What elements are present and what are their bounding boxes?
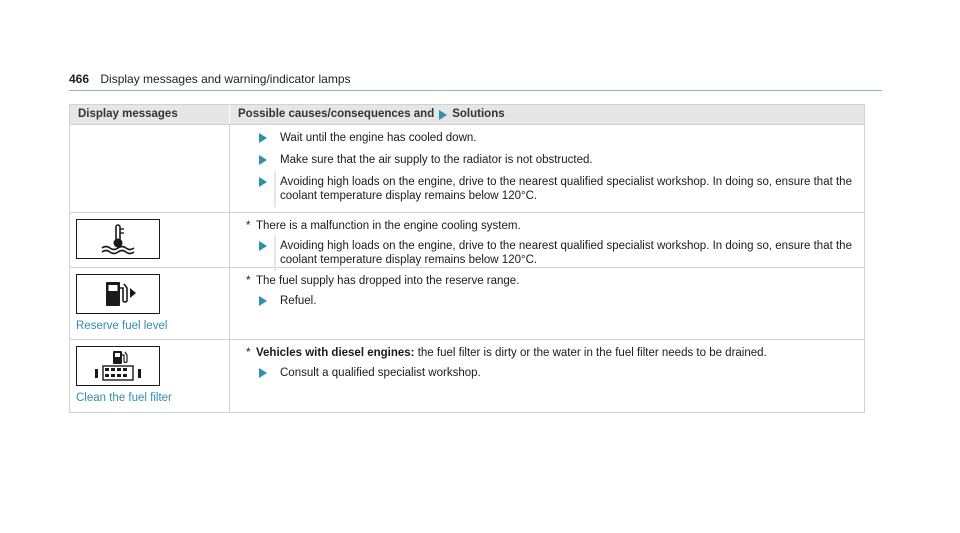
solution-cell [230,268,864,339]
solution-step: Avoiding high loads on the engine, drive to the nearest qualified specialist workshop. In doing so, ensure that the coolant temperature display remains below 120°C. [240,239,854,267]
solution-cell [230,213,864,267]
triangle-arrow-icon [259,177,267,187]
table-row [70,267,864,339]
table-header [70,105,864,124]
cause-text: * Vehicles with diesel engines: the fuel filter is dirty or the water in the fuel filter needs to be drained. [246,347,767,359]
message-cell [70,268,230,339]
triangle-arrow-icon [259,368,267,378]
col-causes-solutions [230,105,864,124]
cause-condition: Vehicles with diesel engines: [256,347,415,359]
solution-step: Wait until the engine has cooled down. [240,131,854,145]
solution-cell [230,125,864,212]
message-caption: Clean the fuel filter [76,392,172,404]
cause-text: * There is a malfunction in the engine cooling system. [246,220,521,232]
triangle-arrow-icon [259,241,267,251]
message-caption: Reserve fuel level [76,320,168,332]
cause-text: * The fuel supply has dropped into the reserve range. [246,275,520,287]
coolant-temperature-icon [76,219,160,259]
page-number: 466 [69,72,90,86]
fuel-filter-icon [76,346,160,386]
triangle-arrow-icon [259,133,267,143]
solution-step: Refuel. [240,294,854,308]
solution-cell [230,340,864,412]
solution-step: Consult a qualified specialist workshop. [240,366,854,380]
fuel-pump-icon [76,274,160,314]
message-cell [70,340,230,412]
table-row [70,124,864,212]
header-divider [69,90,882,91]
page-header [69,72,351,86]
table-row [70,212,864,267]
solution-step: Make sure that the air supply to the radiator is not obstructed. [240,153,854,167]
col2-header-solutions: Solutions [452,108,505,120]
col2-header-text: Possible causes/consequences and [238,108,435,120]
display-messages-table [69,104,865,413]
solution-step: Avoiding high loads on the engine, drive to the nearest qualified specialist workshop. In doing so, ensure that the coolant temperature display remains below 120°C. [240,175,854,203]
triangle-arrow-icon [439,110,447,120]
page-title: Display messages and warning/indicator lamps [100,72,351,86]
message-cell [70,213,230,267]
table-row [70,339,864,412]
message-cell [70,125,230,212]
triangle-arrow-icon [259,155,267,165]
triangle-arrow-icon [259,296,267,306]
col-display-messages: Display messages [70,105,230,124]
